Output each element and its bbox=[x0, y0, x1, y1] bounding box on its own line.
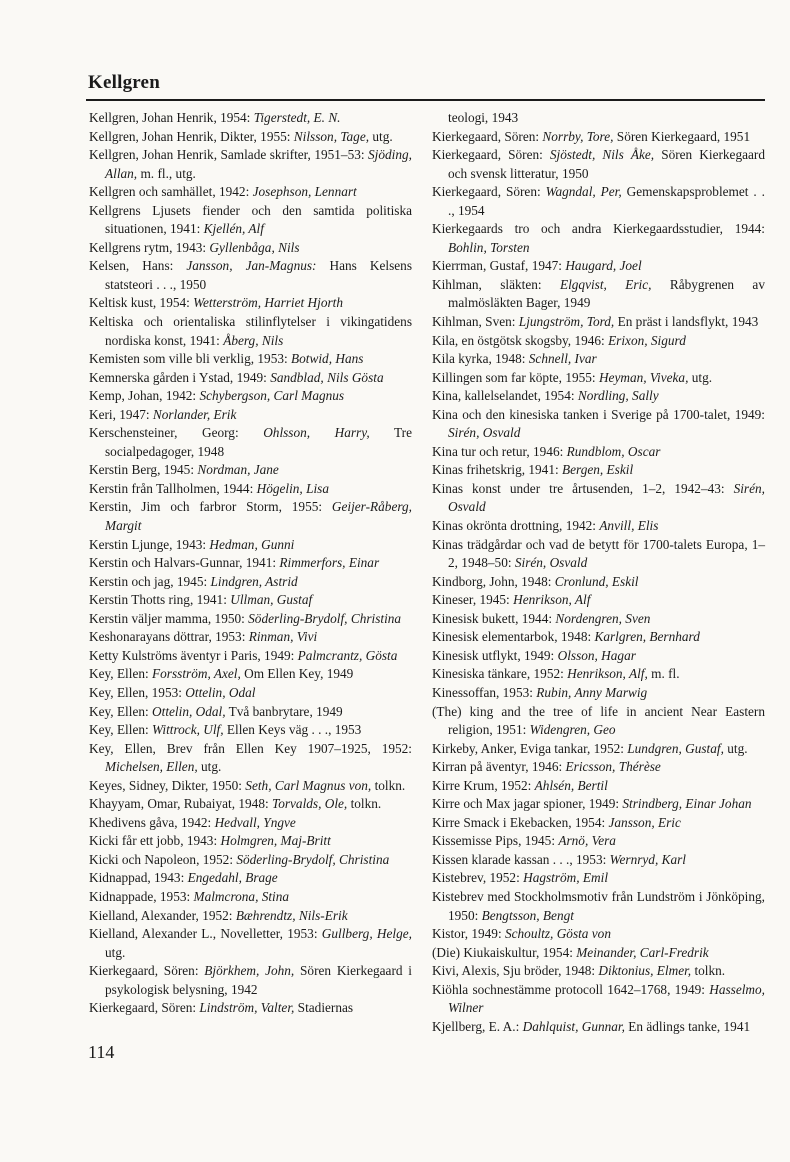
entry-title: Kielland, Alexander L., Novelletter, 1953: bbox=[89, 926, 322, 942]
entry-title: Kidnappade, 1953: bbox=[89, 888, 194, 904]
index-entry bbox=[432, 610, 765, 629]
entry-title: Kistor, 1949: bbox=[432, 926, 505, 942]
entry-author: Haugard, Joel bbox=[565, 258, 642, 274]
entry-author: Lindström, Valter, bbox=[199, 1000, 295, 1016]
index-entry bbox=[432, 369, 765, 388]
index-entry bbox=[432, 573, 765, 592]
entry-author: Högelin, Lisa bbox=[256, 480, 329, 496]
entry-author: Wernryd, Karl bbox=[609, 851, 686, 867]
entry-title: Kirre Krum, 1952: bbox=[432, 777, 535, 793]
entry-title: Kinesiska tänkare, 1952: bbox=[432, 666, 568, 682]
entry-note: Sören Kierkegaard i psykologisk belysning, 1942 bbox=[105, 963, 412, 997]
index-entry bbox=[432, 758, 765, 777]
entry-title: Kierkegaards tro och andra Kierkegaardsstudier, 1944: bbox=[432, 221, 765, 237]
entry-author: Elgqvist, Eric, bbox=[559, 276, 652, 292]
entry-author: Nordengren, Sven bbox=[555, 610, 651, 626]
index-entry bbox=[432, 257, 765, 276]
entry-title: Kierkegaard, Sören: bbox=[89, 963, 205, 979]
entry-title: Kerstin Berg, 1945: bbox=[89, 462, 198, 478]
entry-title: Kiöhla sochnestämme protocoll 1642–1768, 1949: bbox=[432, 981, 710, 997]
index-entry bbox=[432, 591, 765, 610]
entry-title: (Die) Kiukaiskultur, 1954: bbox=[432, 944, 577, 960]
entry-note: Stadiernas bbox=[294, 1000, 354, 1016]
entry-author: Anvill, Elis bbox=[599, 518, 659, 534]
index-entry bbox=[89, 461, 412, 480]
entry-title: Kellgren, Johan Henrik, Samlade skrifter, 1951–53: bbox=[89, 147, 369, 163]
entry-author: Henrikson, Alf bbox=[513, 592, 591, 608]
index-entry bbox=[89, 999, 412, 1018]
entry-title: Kineser, 1945: bbox=[432, 592, 514, 608]
entry-title: Kirran på äventyr, 1946: bbox=[432, 759, 566, 775]
entry-note: m. fl., utg. bbox=[137, 165, 196, 181]
entry-title: Kierkegaard, Sören: bbox=[432, 184, 546, 200]
entry-author: Palmcrantz, Gösta bbox=[297, 647, 398, 663]
entry-note: tolkn. bbox=[371, 777, 406, 793]
entry-author: Nilsson, Tage, bbox=[293, 128, 370, 144]
index-entry bbox=[89, 294, 412, 313]
entry-author: Schoultz, Gösta von bbox=[504, 926, 611, 942]
index-entry bbox=[432, 332, 765, 351]
index-entry bbox=[89, 962, 412, 999]
entry-title: Key, Ellen, Brev från Ellen Key 1907–1925, 1952: bbox=[89, 740, 412, 756]
index-entry bbox=[432, 814, 765, 833]
entry-title: Kerstin och Halvars-Gunnar, 1941: bbox=[89, 555, 280, 571]
index-entry bbox=[432, 387, 765, 406]
entry-title: Kissen klarade kassan . . ., 1953: bbox=[432, 851, 610, 867]
entry-author: Hagström, Emil bbox=[523, 870, 609, 886]
entry-title: Kemp, Johan, 1942: bbox=[89, 388, 200, 404]
entry-title: Kicki och Napoleon, 1952: bbox=[89, 851, 237, 867]
index-entry bbox=[432, 925, 765, 944]
entry-author: Ottelin, Odal bbox=[185, 684, 256, 700]
entry-title: Kerstin från Tallholmen, 1944: bbox=[89, 480, 257, 496]
entry-author: Bæhrendtz, Nils-Erik bbox=[235, 907, 348, 923]
entry-title: Kihlman, Sven: bbox=[432, 314, 519, 330]
entry-author: Nordman, Jane bbox=[197, 462, 279, 478]
entry-title: Kellgrens Ljusets fiender och den samtida politiska situationen, 1941: bbox=[89, 202, 412, 237]
index-entry bbox=[432, 406, 765, 443]
entry-author: Lindgren, Astrid bbox=[210, 573, 298, 589]
entry-title: Kerschensteiner, Georg: bbox=[89, 425, 264, 441]
entry-title: Kjellberg, E. A.: bbox=[432, 1018, 523, 1034]
index-entry bbox=[89, 795, 412, 814]
entry-author: Ljungström, Tord, bbox=[518, 314, 615, 330]
index-entry bbox=[89, 573, 412, 592]
entry-author: Rundblom, Oscar bbox=[566, 443, 661, 459]
entry-title: Kidnappad, 1943: bbox=[89, 870, 188, 886]
entry-author: Sjöstedt, Nils Åke, bbox=[549, 147, 655, 163]
entry-note: m. fl. bbox=[647, 666, 680, 682]
index-entry bbox=[89, 183, 412, 202]
index-entry bbox=[89, 740, 412, 777]
entry-author: Geijer-Råberg, Margit bbox=[105, 499, 412, 534]
index-entry bbox=[89, 257, 412, 294]
entry-author: Hedman, Gunni bbox=[209, 536, 295, 552]
entry-author: Bergen, Eskil bbox=[562, 462, 634, 478]
entry-title: Kerstin Thotts ring, 1941: bbox=[89, 592, 231, 608]
entry-author: Holmgren, Maj-Britt bbox=[220, 833, 331, 849]
entry-author: Norrby, Tore, bbox=[542, 128, 614, 144]
entry-author: Wagndal, Per, bbox=[545, 184, 622, 200]
entry-author: Gullberg, Helge, bbox=[321, 926, 412, 942]
entry-author: Botwid, Hans bbox=[291, 351, 364, 367]
entry-author: Rimmerfors, Einar bbox=[279, 555, 380, 571]
index-entry bbox=[89, 387, 412, 406]
entry-title: Kinas okrönta drottning, 1942: bbox=[432, 518, 600, 534]
index-entry bbox=[89, 239, 412, 258]
entry-note: En präst i landsflykt, 1943 bbox=[614, 314, 759, 330]
entry-author: Jansson, Eric bbox=[608, 814, 681, 830]
entry-author: Henrikson, Alf, bbox=[567, 666, 648, 682]
entry-title: Kielland, Alexander, 1952: bbox=[89, 907, 236, 923]
entry-title: Kierrman, Gustaf, 1947: bbox=[432, 258, 566, 274]
index-entry bbox=[432, 944, 765, 963]
index-entry bbox=[432, 183, 765, 220]
header-rule bbox=[86, 99, 765, 101]
page-number: 114 bbox=[88, 1042, 115, 1062]
entry-title: Kina och den kinesiska tanken i Sverige på 1700-talet, 1949: bbox=[432, 406, 765, 422]
index-entry bbox=[89, 888, 412, 907]
index-entry bbox=[89, 869, 412, 888]
entry-note: utg. bbox=[688, 369, 713, 385]
entry-title: Kerstin Ljunge, 1943: bbox=[89, 536, 210, 552]
entry-author: Erixon, Sigurd bbox=[608, 332, 686, 348]
index-entry bbox=[432, 128, 765, 147]
entry-author: Arnö, Vera bbox=[558, 833, 616, 849]
entry-author: Hasselmo, Wilner bbox=[448, 981, 765, 1016]
index-entry bbox=[432, 461, 765, 480]
entry-title: Kinesisk utflykt, 1949: bbox=[432, 647, 558, 663]
entry-author: Malmcrona, Stina bbox=[193, 888, 290, 904]
index-entry bbox=[432, 647, 765, 666]
entry-title: Kirkeby, Anker, Eviga tankar, 1952: bbox=[432, 740, 628, 756]
entry-title: Kihlman, släkten: bbox=[432, 276, 560, 292]
entry-title: Kerstin, Jim och farbror Storm, 1955: bbox=[89, 499, 332, 515]
entry-author: Åberg, Nils bbox=[223, 332, 284, 348]
entry-title: Kemisten som ville bli verklig, 1953: bbox=[89, 351, 292, 367]
entry-title: Kila kyrka, 1948: bbox=[432, 351, 529, 367]
index-entry bbox=[89, 313, 412, 350]
index-entry bbox=[432, 146, 765, 183]
entry-title: Keri, 1947: bbox=[89, 406, 153, 422]
index-entry bbox=[432, 628, 765, 647]
running-head: Kellgren bbox=[88, 72, 160, 93]
entry-author: Lundgren, Gustaf, bbox=[627, 740, 724, 756]
entry-author: Söderling-Brydolf, Christina bbox=[236, 851, 390, 867]
entry-title: Kellgrens rytm, 1943: bbox=[89, 239, 210, 255]
entry-author: Sandblad, Nils Gösta bbox=[270, 369, 384, 385]
entry-author: Michelsen, Ellen, bbox=[105, 759, 198, 775]
entry-title: Ketty Kulströms äventyr i Paris, 1949: bbox=[89, 647, 298, 663]
entry-author: Ohlsson, Harry, bbox=[263, 425, 370, 441]
entry-title: Kierkegaard, Sören: bbox=[432, 147, 550, 163]
entry-title: Key, Ellen, 1953: bbox=[89, 684, 186, 700]
entry-author: Ahlsén, Bertil bbox=[534, 777, 608, 793]
entry-author: Cronlund, Eskil bbox=[554, 573, 639, 589]
entry-title: Kellgren och samhället, 1942: bbox=[89, 184, 253, 200]
index-entry bbox=[89, 128, 412, 147]
index-entry bbox=[89, 703, 412, 722]
entry-note: Sören Kierkegaard, 1951 bbox=[613, 128, 751, 144]
entry-note: Råbygrenen av malmösläkten Bager, 1949 bbox=[448, 276, 765, 311]
index-entry bbox=[89, 202, 412, 239]
entry-note: utg. bbox=[105, 944, 126, 960]
entry-title: Keltisk kust, 1954: bbox=[89, 295, 194, 311]
entry-note: Ellen Keys väg . . ., 1953 bbox=[223, 722, 362, 738]
index-entry bbox=[432, 480, 765, 517]
entry-title: Kina tur och retur, 1946: bbox=[432, 443, 567, 459]
entry-title: (The) king and the tree of life in ancient Near Eastern religion, 1951: bbox=[432, 703, 765, 738]
entry-title: teologi, 1943 bbox=[448, 110, 519, 125]
index-entry bbox=[432, 740, 765, 759]
entry-author: Ottelin, Odal, bbox=[152, 703, 226, 719]
entry-note: tolkn. bbox=[691, 963, 726, 979]
entry-author: Jansson, Jan-Magnus: bbox=[186, 258, 317, 274]
entry-author: Widengren, Geo bbox=[529, 722, 616, 738]
entry-author: Karlgren, Bernhard bbox=[594, 629, 700, 645]
index-entry bbox=[432, 350, 765, 369]
index-entry bbox=[89, 554, 412, 573]
entry-author: Nordling, Sally bbox=[577, 388, 659, 404]
entry-author: Diktonius, Elmer, bbox=[598, 963, 692, 979]
entry-title: Kemnerska gården i Ystad, 1949: bbox=[89, 369, 271, 385]
entry-author: Schybergson, Carl Magnus bbox=[199, 388, 345, 404]
index-column-left bbox=[89, 109, 412, 1018]
entry-title: Key, Ellen: bbox=[89, 703, 153, 719]
entry-author: Sirén, Osvald bbox=[514, 555, 588, 571]
index-entry bbox=[89, 721, 412, 740]
index-entry bbox=[89, 498, 412, 535]
entry-author: Seth, Carl Magnus von, bbox=[245, 777, 372, 793]
entry-title: Kicki får ett jobb, 1943: bbox=[89, 833, 221, 849]
index-entry bbox=[89, 369, 412, 388]
index-entry bbox=[432, 832, 765, 851]
entry-note: Hans Kelsens statsteori . . ., 1950 bbox=[105, 258, 412, 292]
entry-title: Keltiska och orientaliska stilinflytelser i vikingatidens nordiska konst, 1941: bbox=[89, 314, 412, 348]
entry-note: Gemenskapsproblemet . . ., 1954 bbox=[448, 184, 765, 218]
entry-author: Sirén, Osvald bbox=[448, 425, 521, 441]
index-entry bbox=[432, 276, 765, 313]
entry-title: Khedivens gåva, 1942: bbox=[89, 814, 215, 830]
entry-title: Kirre Smack i Ekebacken, 1954: bbox=[432, 814, 609, 830]
entry-author: Söderling-Brydolf, Christina bbox=[248, 610, 402, 626]
entry-title: Kinas frihetskrig, 1941: bbox=[432, 462, 562, 478]
index-entry bbox=[89, 628, 412, 647]
index-entry bbox=[89, 665, 412, 684]
index-entry bbox=[432, 443, 765, 462]
entry-author: Gyllenbåga, Nils bbox=[209, 239, 300, 255]
entry-title: Kinas trädgårdar och vad de betytt för 1700-talets Europa, 1–2, 1948–50: bbox=[432, 536, 765, 571]
entry-author: Norlander, Erik bbox=[152, 406, 237, 422]
index-entry bbox=[89, 907, 412, 926]
entry-author: Meinander, Carl-Fredrik bbox=[576, 944, 709, 960]
entry-title: Killingen som far köpte, 1955: bbox=[432, 369, 599, 385]
entry-author: Olsson, Hagar bbox=[557, 647, 636, 663]
index-column-right bbox=[432, 109, 765, 1036]
index-entry bbox=[432, 851, 765, 870]
entry-title: Keshonarayans döttrar, 1953: bbox=[89, 629, 249, 645]
index-entry bbox=[432, 962, 765, 981]
entry-author: Ericsson, Thérèse bbox=[565, 759, 661, 775]
index-entry bbox=[89, 109, 412, 128]
index-entry bbox=[89, 350, 412, 369]
entry-author: Sirén, Osvald bbox=[448, 480, 765, 515]
entry-author: Schnell, Ivar bbox=[528, 351, 597, 367]
entry-author: Bohlin, Torsten bbox=[448, 239, 530, 255]
index-entry bbox=[89, 814, 412, 833]
entry-author: Dahlquist, Gunnar, bbox=[522, 1018, 625, 1034]
index-entry bbox=[89, 406, 412, 425]
entry-note: En ädlings tanke, 1941 bbox=[624, 1018, 751, 1034]
index-entry bbox=[432, 869, 765, 888]
entry-title: Kivi, Alexis, Sju bröder, 1948: bbox=[432, 963, 599, 979]
entry-author: Wetterström, Harriet Hjorth bbox=[193, 295, 344, 311]
entry-title: Kellgren, Johan Henrik, 1954: bbox=[89, 110, 254, 125]
index-entry bbox=[432, 313, 765, 332]
entry-author: Engedahl, Brage bbox=[187, 870, 278, 886]
index-entry bbox=[89, 536, 412, 555]
index-entry bbox=[89, 647, 412, 666]
entry-author: Wittrock, Ulf, bbox=[152, 722, 224, 738]
entry-author: Torvalds, Ole, bbox=[272, 796, 348, 812]
entry-title: Kinas konst under tre årtusenden, 1–2, 1942–43: bbox=[432, 480, 734, 496]
index-entry bbox=[89, 777, 412, 796]
entry-author: Kjellén, Alf bbox=[203, 221, 264, 237]
entry-author: Forsström, Axel, bbox=[152, 666, 241, 682]
entry-title: Kellgren, Johan Henrik, Dikter, 1955: bbox=[89, 128, 294, 144]
entry-title: Kierkegaard, Sören: bbox=[89, 1000, 200, 1016]
entry-title: Kila, en östgötsk skogsby, 1946: bbox=[432, 332, 609, 348]
entry-author: Rinman, Vivi bbox=[248, 629, 318, 645]
entry-author: Tigerstedt, E. N. bbox=[253, 110, 341, 125]
entry-author: Björkhem, John, bbox=[204, 963, 295, 979]
entry-title: Kinesisk bukett, 1944: bbox=[432, 610, 556, 626]
entry-author: Ullman, Gustaf bbox=[230, 592, 313, 608]
entry-title: Kissemisse Pips, 1945: bbox=[432, 833, 559, 849]
index-entry bbox=[89, 146, 412, 183]
entry-note: utg. bbox=[723, 740, 748, 756]
index-entry bbox=[432, 777, 765, 796]
entry-title: Key, Ellen: bbox=[89, 722, 153, 738]
entry-note: Tre socialpedagoger, 1948 bbox=[105, 425, 413, 459]
entry-title: Kistebrev med Stockholmsmotiv från Lundström i Jönköping, 1950: bbox=[432, 888, 765, 923]
entry-title: Kinessoffan, 1953: bbox=[432, 684, 537, 700]
index-entry bbox=[89, 591, 412, 610]
entry-title: Kinesisk elementarbok, 1948: bbox=[432, 629, 595, 645]
entry-title: Kerstin och jag, 1945: bbox=[89, 573, 211, 589]
entry-title: Key, Ellen: bbox=[89, 666, 153, 682]
index-entry bbox=[89, 684, 412, 703]
entry-note: Om Ellen Key, 1949 bbox=[240, 666, 354, 682]
index-entry bbox=[432, 1018, 765, 1037]
index-entry bbox=[89, 480, 412, 499]
entry-title: Kistebrev, 1952: bbox=[432, 870, 524, 886]
index-entry bbox=[432, 703, 765, 740]
index-entry bbox=[432, 109, 765, 128]
index-entry bbox=[432, 665, 765, 684]
entry-note: utg. bbox=[197, 759, 222, 775]
entry-author: Hedvall, Yngve bbox=[214, 814, 296, 830]
index-entry bbox=[432, 517, 765, 536]
entry-note: tolkn. bbox=[347, 796, 382, 812]
entry-author: Strindberg, Einar Johan bbox=[622, 796, 752, 812]
index-entry bbox=[432, 684, 765, 703]
entry-title: Keyes, Sidney, Dikter, 1950: bbox=[89, 777, 246, 793]
entry-author: Heyman, Viveka, bbox=[598, 369, 689, 385]
index-entry bbox=[89, 925, 412, 962]
index-entry bbox=[89, 424, 412, 461]
entry-title: Kerstin väljer mamma, 1950: bbox=[89, 610, 249, 626]
entry-title: Khayyam, Omar, Rubaiyat, 1948: bbox=[89, 796, 273, 812]
index-entry bbox=[432, 981, 765, 1018]
entry-author: Bengtsson, Bengt bbox=[481, 907, 574, 923]
entry-title: Kierkegaard, Sören: bbox=[432, 128, 543, 144]
entry-title: Kirre och Max jagar spioner, 1949: bbox=[432, 796, 623, 812]
entry-note: Två banbrytare, 1949 bbox=[225, 703, 343, 719]
entry-author: Rubin, Anny Marwig bbox=[536, 684, 648, 700]
entry-title: Kelsen, Hans: bbox=[89, 258, 187, 274]
entry-author: Josephson, Lennart bbox=[252, 184, 357, 200]
index-entry bbox=[432, 795, 765, 814]
index-entry bbox=[432, 888, 765, 925]
entry-note: utg. bbox=[369, 128, 393, 144]
entry-note: Sören Kierkegaard och svensk litteratur, 1950 bbox=[448, 147, 765, 181]
index-entry bbox=[432, 536, 765, 573]
index-entry bbox=[89, 832, 412, 851]
entry-author: Sjöding, Allan, bbox=[105, 147, 412, 181]
entry-title: Kina, kallelselandet, 1954: bbox=[432, 388, 578, 404]
index-entry bbox=[89, 610, 412, 629]
index-entry bbox=[432, 220, 765, 257]
entry-title: Kindborg, John, 1948: bbox=[432, 573, 555, 589]
index-entry bbox=[89, 851, 412, 870]
